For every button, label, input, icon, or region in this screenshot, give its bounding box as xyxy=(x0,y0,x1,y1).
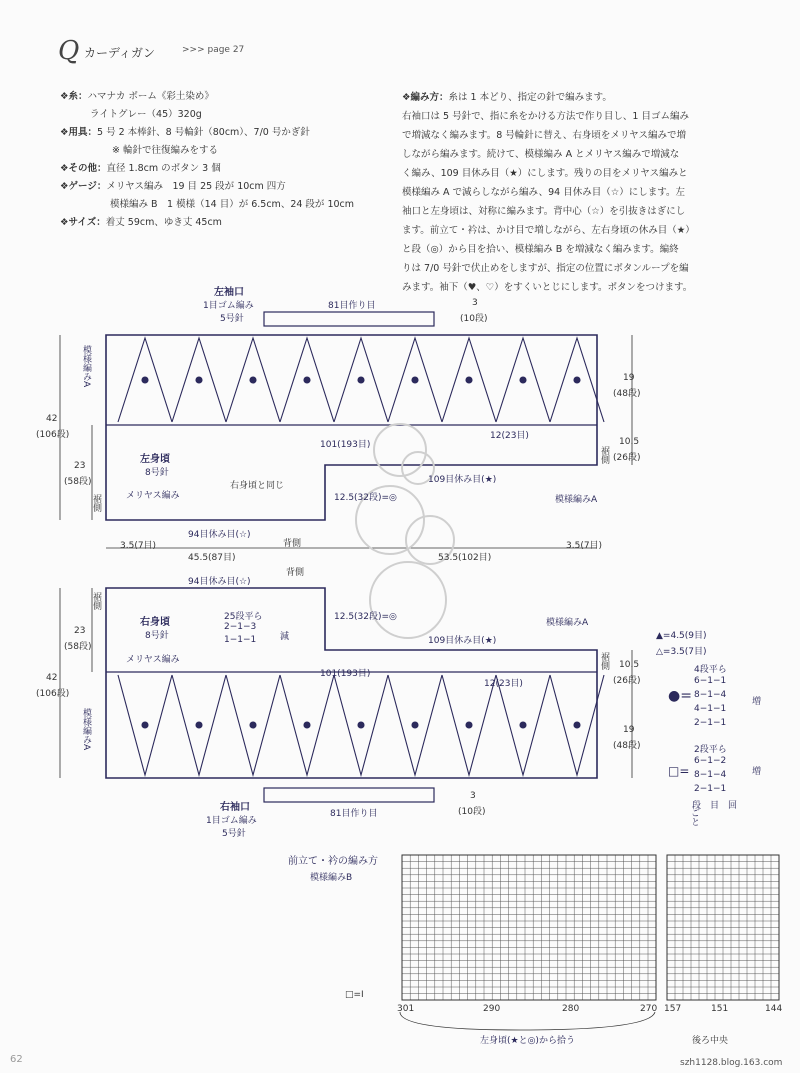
yarn-color-line: ライトグレー（45）320g xyxy=(90,109,202,120)
increase-dot xyxy=(196,722,202,728)
legend-circle-inc: 増 xyxy=(752,697,762,707)
legend-square-icon: □= xyxy=(668,764,690,778)
back-side-bottom: 背側 xyxy=(286,568,305,578)
yarn-line: ハマナカ ボーム《彩土染め》 xyxy=(87,91,214,102)
dim-105-bottom: 10.5 xyxy=(619,660,640,670)
page-reference: >>> page 27 xyxy=(182,45,245,55)
instruction-line: みます。袖下（♥、♡）をすくいとじにします。ボタンをつけます。 xyxy=(402,282,693,293)
section-letter: Q xyxy=(58,36,80,66)
pattern-a-left-top: 模様編みA xyxy=(81,345,91,388)
watermark-text: szh1128.blog.163.com xyxy=(680,1058,783,1068)
legend-triangle-filled: ▲=4.5(9目) xyxy=(656,631,707,641)
increase-dot xyxy=(466,722,472,728)
stockinette-bottom: メリヤス編み xyxy=(126,655,180,665)
size-line: 着丈 59cm、ゆき丈 45cm xyxy=(105,217,222,228)
pick-up-label: 左身頃(★と◎)から拾う xyxy=(480,1036,575,1046)
left-body-title: 左身頃 xyxy=(140,454,170,465)
dim-42-rows-top: (106段) xyxy=(36,430,70,440)
dim-23-bottom: 23 xyxy=(74,626,86,636)
instruction-line: 袖口と左身頃は、対称に編みます。背中心（☆）を引抜きはぎにし xyxy=(402,206,686,217)
instruction-line: しながら編みます。続けて、模様編み A とメリヤス編みで増減な xyxy=(402,149,680,160)
legend-circle-icon: ●= xyxy=(668,688,692,704)
cuff-height-rows-top: (10段) xyxy=(460,314,488,324)
dim-105-rows-top: (26段) xyxy=(613,453,641,463)
increase-dot xyxy=(412,722,418,728)
dim-455: 45.5(87目) xyxy=(188,553,236,563)
dec-row-1: 25段平ら xyxy=(224,612,263,622)
label-yarn: ❖糸： xyxy=(60,91,88,102)
dec-label: 減 xyxy=(280,632,290,642)
legend-circle-row-4: 4−1−1 xyxy=(694,704,727,714)
chart-subtitle: 模様編みB xyxy=(310,873,353,883)
increase-dot xyxy=(304,722,310,728)
dim-35a: 3.5(7目) xyxy=(120,541,157,551)
hold-109-bottom: 109目休み目(★) xyxy=(428,636,497,646)
legend-square-inc: 増 xyxy=(752,767,762,777)
dim-42-rows-bottom: (106段) xyxy=(36,689,70,699)
back-center-label: 後ろ中央 xyxy=(692,1036,729,1046)
gauge-line-b: 模様編み B 1 模様（14 目）が 6.5cm、24 段が 10cm xyxy=(110,199,355,210)
legend-circle-row-1: 4段平ら xyxy=(694,665,727,675)
left-cuff-title: 左袖口 xyxy=(214,287,244,298)
increase-dot xyxy=(250,722,256,728)
increase-dot xyxy=(412,377,418,383)
increase-dot xyxy=(520,722,526,728)
dim-23-rows-bottom: (58段) xyxy=(64,642,92,652)
cast-on-top: 81目作り目 xyxy=(328,301,376,311)
cast-on-bottom: 81目作り目 xyxy=(330,809,378,819)
dim-23-rows-top: (58段) xyxy=(64,477,92,487)
legend-circle-row-2: 6−1−1 xyxy=(694,676,727,686)
dec-row-2: 2−1−3 xyxy=(224,622,257,632)
cuff-height-rows-bottom: (10段) xyxy=(458,807,486,817)
instruction-line: りは 7/0 号針で伏止めをしますが、指定の位置にボタンループを編 xyxy=(402,263,689,274)
dim-19-rows-top: (48段) xyxy=(613,389,641,399)
label-size: ❖サイズ： xyxy=(60,217,106,228)
legend-circle-row-3: 8−1−4 xyxy=(694,690,727,700)
legend-circle-row-5: 2−1−1 xyxy=(694,718,727,728)
tools-note: ※ 輪針で往復編みをする xyxy=(112,145,218,156)
dim-23-top: 23 xyxy=(74,461,86,471)
increase-dot xyxy=(574,377,580,383)
other-line: 直径 1.8cm のボタン 3 個 xyxy=(106,163,221,174)
same-as-right: 右身頃と同じ xyxy=(230,481,285,491)
instruction-line: ます。前立て・衿は、かけ目で増しながら、左右身頃の休み目（★） xyxy=(402,225,695,236)
legend-col-times: 回 xyxy=(728,801,738,811)
dim-42-bottom: 42 xyxy=(46,673,58,683)
cuff-height-top: 3 xyxy=(472,298,478,308)
right-cuff-rib: 1目ゴム編み xyxy=(206,816,257,826)
tick-144: 144 xyxy=(765,1004,783,1014)
front-125-bottom: 12.5(32段)=◎ xyxy=(334,612,397,622)
label-method: ❖編み方： xyxy=(402,92,449,103)
tick-301: 301 xyxy=(397,1004,415,1014)
sts-12-top: 12(23目) xyxy=(490,431,529,441)
instruction-line: 模様編み A で減らしながら編み、94 目休み目（☆）にします。左 xyxy=(402,187,685,198)
instruction-line: で増減なく編みます。8 号輪針に替え、右身頃をメリヤス編みで増 xyxy=(402,130,686,141)
tick-270: 270 xyxy=(640,1004,658,1014)
legend-square-row-1: 2段平ら xyxy=(694,745,727,755)
right-body-needle: 8号針 xyxy=(145,631,169,641)
increase-dot xyxy=(574,722,580,728)
pattern-a-left-bottom: 模様編みA xyxy=(81,708,91,751)
increase-dot xyxy=(196,377,202,383)
left-body-needle: 8号針 xyxy=(145,468,169,478)
tools-line: 5 号 2 本棒針、8 号輪針（80cm）、7/0 号かぎ針 xyxy=(97,127,310,138)
increase-dot xyxy=(358,722,364,728)
sts-12-bottom: 12(23目) xyxy=(484,679,523,689)
legend-col-foot: ごと xyxy=(689,808,699,826)
cuff-height-bottom: 3 xyxy=(470,791,476,801)
legend-col-rows: 段 xyxy=(692,801,702,811)
gauge-line: メリヤス編み 19 目 25 段が 10cm 四方 xyxy=(106,181,286,192)
back-side-top: 背側 xyxy=(283,539,302,549)
increase-dot xyxy=(250,377,256,383)
increase-dot xyxy=(358,377,364,383)
hem-label-bottom: 裾側 xyxy=(91,592,101,610)
hold-109-top: 109目休み目(★) xyxy=(428,475,497,485)
right-cuff-needle: 5号針 xyxy=(222,829,246,839)
increase-dot xyxy=(466,377,472,383)
instruction-line: く編み、109 目休み目（★）にします。残りの目をメリヤス編みと xyxy=(402,168,688,179)
increase-dot xyxy=(520,377,526,383)
legend-col-sts: 目 xyxy=(710,801,720,811)
label-gauge: ❖ゲージ： xyxy=(60,181,107,192)
stockinette-top: メリヤス編み xyxy=(126,491,180,501)
label-tools: ❖用具： xyxy=(60,127,98,138)
sts-101-top: 101(193目) xyxy=(320,440,371,450)
hem-label-top: 裾側 xyxy=(91,494,101,512)
sts-101-bottom: 101(193目) xyxy=(320,669,371,679)
instruction-line: 糸は 1 本どり、指定の針で編みます。 xyxy=(448,92,612,103)
legend-triangle-open: △=3.5(7目) xyxy=(656,647,707,657)
dec-row-3: 1−1−1 xyxy=(224,635,257,645)
legend-square-row-2: 6−1−2 xyxy=(694,756,727,766)
increase-dot xyxy=(142,377,148,383)
dim-535: 53.5(102目) xyxy=(438,553,492,563)
dim-19-rows-bottom: (48段) xyxy=(613,741,641,751)
tick-157: 157 xyxy=(664,1004,682,1014)
chart-key: □=Ⅰ xyxy=(345,990,364,1000)
tick-151: 151 xyxy=(711,1004,729,1014)
pattern-a-top: 模様編みA xyxy=(555,495,598,505)
right-cuff-title: 右袖口 xyxy=(220,802,250,813)
increase-dot xyxy=(304,377,310,383)
increase-dot xyxy=(142,722,148,728)
hold-94-bottom: 94目休み目(☆) xyxy=(188,577,251,587)
dim-19-top: 19 xyxy=(623,373,635,383)
pattern-a-bottom: 模様編みA xyxy=(546,618,589,628)
chart-title: 前立て・衿の編み方 xyxy=(288,856,378,867)
left-cuff-needle: 5号針 xyxy=(220,314,244,324)
legend-square-row-4: 2−1−1 xyxy=(694,784,727,794)
tick-290: 290 xyxy=(483,1004,501,1014)
dim-105-top: 10.5 xyxy=(619,437,640,447)
section-title: カーディガン xyxy=(84,46,156,60)
hem-right-top: 裾側 xyxy=(599,446,609,464)
dim-42-top: 42 xyxy=(46,414,58,424)
front-125-top: 12.5(32段)=◎ xyxy=(334,493,397,503)
hold-94-top: 94目休み目(☆) xyxy=(188,530,251,540)
right-body-title: 右身頃 xyxy=(140,617,170,628)
legend-square-row-3: 8−1−4 xyxy=(694,770,727,780)
instruction-line: 右袖口は 5 号針で、指に糸をかける方法で作り目し、1 目ゴム編み xyxy=(402,111,689,122)
instruction-line: と段（◎）から目を拾い、模様編み B を増減なく編みます。編終 xyxy=(402,244,679,255)
dim-35b: 3.5(7目) xyxy=(566,541,603,551)
dim-105-rows-bottom: (26段) xyxy=(613,676,641,686)
page-number: 62 xyxy=(10,1054,23,1065)
hem-right-bottom: 裾側 xyxy=(599,652,609,670)
tick-280: 280 xyxy=(562,1004,580,1014)
dim-19-bottom: 19 xyxy=(623,725,635,735)
left-cuff-rib: 1目ゴム編み xyxy=(203,301,254,311)
label-other: ❖その他： xyxy=(60,163,107,174)
